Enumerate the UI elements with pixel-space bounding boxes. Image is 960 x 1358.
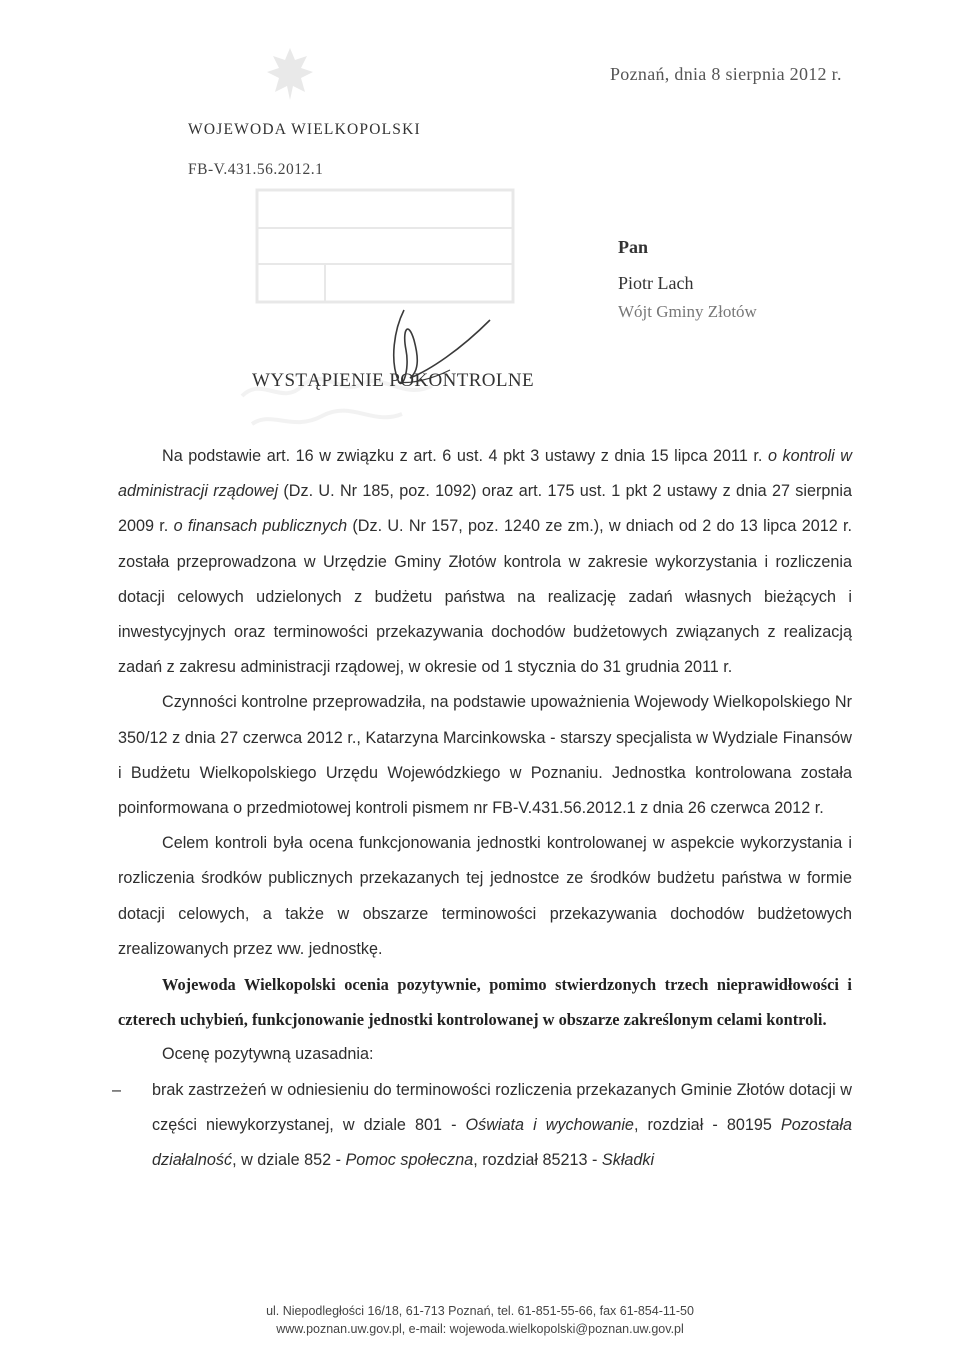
addressee-salutation: Pan <box>618 237 649 257</box>
addressee-position: Wójt Gminy Złotów <box>618 302 757 321</box>
eagle-emblem-icon <box>255 40 325 110</box>
footer-address: ul. Niepodległości 16/18, 61-713 Poznań, tel. 61-851-55-66, fax 61-854-11-50 <box>266 1304 694 1318</box>
act-title: o kontroli w administracji rządowej <box>118 447 852 501</box>
bullet-dash: – <box>112 1080 122 1099</box>
issuing-office: WOJEWODA WIELKOPOLSKI <box>188 121 421 138</box>
letter-body <box>112 439 853 1178</box>
paragraph-legal-basis <box>118 439 852 685</box>
text-span: (Dz. U. Nr 157, poz. 1240 ze zm.), w dniach od 2 do 13 lipca 2012 r. została przeprowadzona w Urzędzie Gminy Złotów kontrola w zakresie wykorzystania i rozliczenia dotacji celowych udzielonych z budżetu państwa na realizację zadań własnych bieżących i inwestycyjnych oraz terminowości przekazywania dochodów budżetowych związanych z realizacją zadań z zakresu administracji rządowej, w okresie od 1 stycznia do 31 grudnia 2011 r. <box>118 517 853 677</box>
text-span: , rozdział - 80195 <box>633 1115 781 1134</box>
letter-footer <box>0 1302 960 1338</box>
section-name: Pomoc społeczna <box>345 1151 474 1170</box>
text-span: brak zastrzeżeń w odniesieniu do terminowości rozliczenia przekazanych Gminie Złotów dotacji w części niewykorzystanej, w dziale 801 - <box>152 1080 852 1134</box>
reference-number: FB-V.431.56.2012.1 <box>188 161 324 178</box>
list-item <box>112 1073 852 1179</box>
text-span: , w dziale 852 - <box>232 1151 346 1170</box>
act-title: o finansach publicznych <box>173 517 348 536</box>
paragraph-purpose: Celem kontroli była ocena funkcjonowania jednostki kontrolowanej w aspekcie wykorzystania i rozliczenia środków publicznych przekazanych tej jednostce ze środków budżetu państwa w formie dotacji celowych, a także w obszarze terminowości przekazywania dochodów budżetowych zrealizowanych przez ww. jednostkę. <box>118 834 852 958</box>
section-name: Składki <box>601 1151 655 1170</box>
section-name: Pozostała działalność <box>152 1115 852 1170</box>
document-title: WYSTĄPIENIE POKONTROLNE <box>252 370 535 391</box>
paragraph-assessment: Wojewoda Wielkopolski ocenia pozytywnie, pomimo stwierdzonych trzech nieprawidłowości i czterech uchybień, funkcjonowanie jednostki kontrolowanej w obszarze zakreślonym celami kontroli. <box>118 975 852 1030</box>
bullet-text <box>152 1073 852 1179</box>
addressee-name: Piotr Lach <box>618 273 694 293</box>
text-span: Na podstawie art. 16 w związku z art. 6 ust. 4 pkt 3 ustawy z dnia 15 lipca 2011 r. <box>162 447 768 465</box>
section-name: Oświata i wychowanie <box>465 1115 634 1134</box>
text-span: (Dz. U. Nr 185, poz. 1092) oraz art. 175 ust. 1 pkt 2 ustawy z dnia 27 sierpnia 2009 r. <box>118 482 852 536</box>
text-span: , rozdział 85213 - <box>473 1151 602 1170</box>
received-stamp <box>255 188 515 304</box>
footer-contact: www.poznan.uw.gov.pl, e-mail: wojewoda.wielkopolski@poznan.uw.gov.pl <box>276 1322 684 1336</box>
paragraph-inspector: Czynności kontrolne przeprowadziła, na podstawie upoważnienia Wojewody Wielkopolskiego Nr 350/12 z dnia 27 czerwca 2012 r., Katarzyna Marcinkowska - starszy specjalista w Wydziale Finansów i Budżetu Wielkopolskiego Urzędu Wojewódzkiego w Poznaniu. Jednostka kontrolowana została poinformowana o przedmiotowej kontroli pismem nr FB-V.431.56.2012.1 z dnia 26 czerwca 2012 r. <box>118 693 852 818</box>
paragraph-justification-intro: Ocenę pozytywną uzasadnia: <box>162 1045 374 1064</box>
letter-date: Poznań, dnia 8 sierpnia 2012 r. <box>610 64 842 84</box>
